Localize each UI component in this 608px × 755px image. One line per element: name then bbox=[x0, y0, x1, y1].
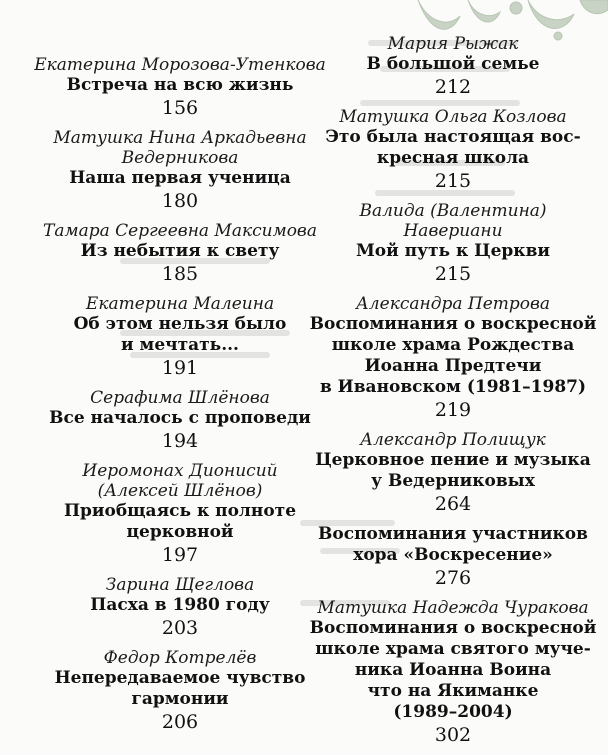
entry-title: Все началось с проповеди bbox=[49, 408, 311, 428]
entry-author: Матушка Надежда Чуракова bbox=[317, 598, 589, 618]
entry-author: Мария Рыжак bbox=[387, 34, 519, 54]
toc-entry[interactable] bbox=[30, 128, 330, 213]
entry-title: Воспоминания участников хора «Воскресение» bbox=[318, 524, 588, 565]
toc-entry[interactable] bbox=[30, 55, 330, 120]
entry-title: Пасха в 1980 году bbox=[90, 595, 270, 615]
entry-author: Иеромонах Дионисий (Алексей Шлёнов) bbox=[82, 461, 278, 501]
toc-entry[interactable] bbox=[303, 294, 603, 422]
toc-entry[interactable] bbox=[30, 461, 330, 567]
toc-entry[interactable] bbox=[303, 201, 603, 286]
toc-entry[interactable] bbox=[303, 430, 603, 516]
toc-entry[interactable] bbox=[30, 575, 330, 640]
entry-author: Екатерина Морозова-Утенкова bbox=[34, 55, 326, 75]
toc-entry[interactable] bbox=[303, 107, 603, 193]
entry-author: Серафима Шлёнова bbox=[90, 388, 270, 408]
entry-title: Из небытия к свету bbox=[80, 241, 280, 261]
entry-title: Приобщаясь к полноте церковной bbox=[63, 501, 297, 542]
entry-page-number: 212 bbox=[434, 76, 472, 98]
entry-author: Тамара Сергеевна Максимова bbox=[43, 221, 317, 241]
entry-page-number: 194 bbox=[161, 430, 199, 452]
entry-page-number: 264 bbox=[434, 493, 472, 515]
entry-author: Зарина Щеглова bbox=[105, 575, 255, 595]
entry-title: Воспоминания о воскресной школе храма святого муче- ника Иоанна Воина что на Якиманке (1989–2004) bbox=[309, 618, 597, 722]
toc-entry[interactable] bbox=[30, 648, 330, 734]
entry-author: Екатерина Малеина bbox=[85, 294, 275, 314]
entry-title: Непередаваемое чувство гармонии bbox=[54, 668, 306, 709]
entry-title: Мой путь к Церкви bbox=[355, 241, 551, 261]
entry-title: Церковное пение и музыка у Ведерниковых bbox=[315, 450, 591, 491]
entry-title: Воспоминания о воскресной школе храма Рождества Иоанна Предтечи в Ивановском (1981–1987) bbox=[309, 314, 597, 397]
toc-entry[interactable] bbox=[30, 388, 330, 453]
entry-author: Валида (Валентина) Навериани bbox=[359, 201, 547, 241]
toc-entry[interactable] bbox=[303, 598, 603, 747]
toc-entry[interactable] bbox=[303, 524, 603, 590]
toc-left-column bbox=[30, 55, 330, 742]
entry-page-number: 206 bbox=[161, 711, 199, 733]
entry-page-number: 302 bbox=[434, 724, 472, 746]
entry-page-number: 215 bbox=[434, 170, 472, 192]
entry-title: Это была настоящая вос- кресная школа bbox=[325, 127, 581, 168]
toc-entry[interactable] bbox=[30, 294, 330, 380]
entry-title: В большой семье bbox=[366, 54, 540, 74]
entry-page-number: 191 bbox=[161, 357, 199, 379]
entry-page-number: 276 bbox=[434, 567, 472, 589]
entry-page-number: 185 bbox=[161, 263, 199, 285]
entry-author: Матушка Ольга Козлова bbox=[339, 107, 567, 127]
entry-title: Об этом нельзя было и мечтать... bbox=[73, 314, 287, 355]
entry-author: Александра Петрова bbox=[355, 294, 551, 314]
entry-page-number: 180 bbox=[161, 190, 199, 212]
toc-entry[interactable] bbox=[303, 34, 603, 99]
toc-entry[interactable] bbox=[30, 221, 330, 286]
entry-page-number: 219 bbox=[434, 399, 472, 421]
toc-right-column bbox=[303, 34, 603, 755]
entry-page-number: 215 bbox=[434, 263, 472, 285]
entry-author: Матушка Нина Аркадьевна Ведерникова bbox=[53, 128, 307, 168]
entry-author: Александр Полищук bbox=[360, 430, 546, 450]
entry-title: Наша первая ученица bbox=[69, 168, 291, 188]
entry-title: Встреча на всю жизнь bbox=[66, 75, 294, 95]
entry-page-number: 197 bbox=[161, 544, 199, 566]
entry-author: Федор Котрелёв bbox=[103, 648, 257, 668]
entry-page-number: 203 bbox=[161, 617, 199, 639]
entry-page-number: 156 bbox=[161, 97, 199, 119]
